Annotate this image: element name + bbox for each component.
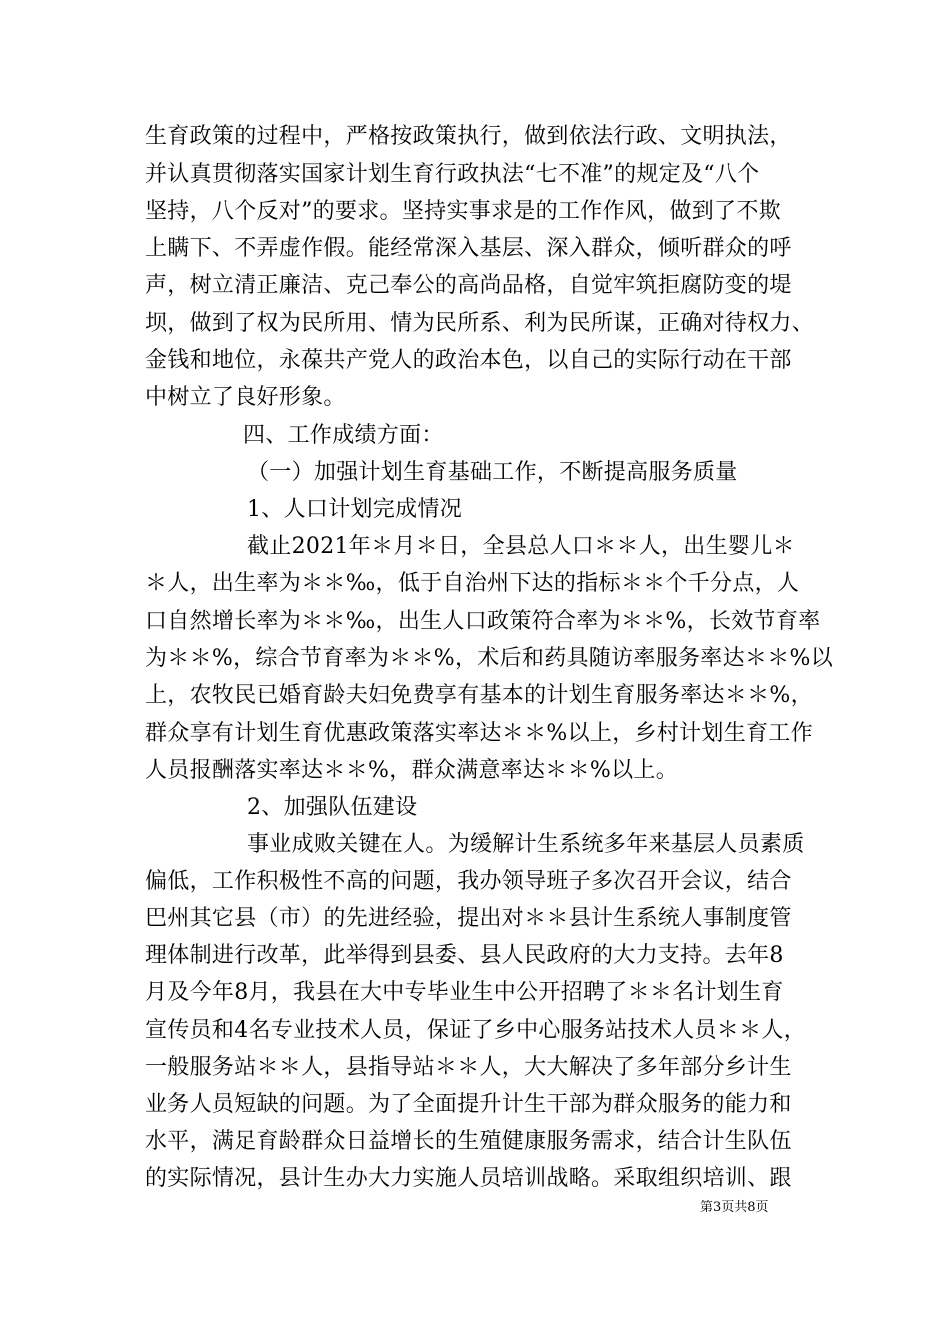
body-text-line: 人员报酬落实率达＊＊%，群众满意率达＊＊%以上。	[145, 758, 679, 783]
body-text-line: ＊人，出生率为＊＊‰，低于自治州下达的指标＊＊个千分点，人	[145, 571, 800, 596]
body-text-line: 业务人员短缺的问题。为了全面提升计生干部为群众服务的能力和	[145, 1092, 792, 1117]
body-text-line: 截止2021年＊月＊日，全县总人口＊＊人，出生婴儿＊	[247, 534, 795, 559]
body-text-line: 月及今年8月，我县在大中专毕业生中公开招聘了＊＊名计划生育	[145, 980, 784, 1005]
body-text-line: 事业成败关键在人。为缓解计生系统多年来基层人员素质	[247, 832, 805, 857]
body-text-line: 口自然增长率为＊＊‰，出生人口政策符合率为＊＊%，长效节育率	[145, 609, 821, 634]
body-text-line: 并认真贯彻落实国家计划生育行政执法“七不准”的规定及“八个	[145, 162, 760, 187]
body-text-line: 群众享有计划生育优惠政策落实率达＊＊%以上，乡村计划生育工作	[145, 721, 813, 746]
item-heading: 1、人口计划完成情况	[247, 497, 462, 522]
item-heading: 2、加强队伍建设	[247, 795, 418, 820]
body-text-line: 坝，做到了权为民所用、情为民所系、利为民所谋，正确对待权力、	[145, 311, 815, 336]
body-text-line: 坚持，八个反对”的要求。坚持实事求是的工作作风，做到了不欺	[145, 199, 781, 224]
body-text-line: 理体制进行改革，此举得到县委、县人民政府的大力支持。去年8	[145, 943, 784, 968]
section-heading: 四、工作成绩方面：	[243, 423, 444, 448]
body-text-line: 巴州其它县（市）的先进经验，提出对＊＊县计生系统人事制度管	[145, 906, 792, 931]
body-text-line: 上，农牧民已婚育龄夫妇免费享有基本的计划生育服务率达＊＊%，	[145, 683, 813, 708]
body-text-line: 上瞒下、不弄虚作假。能经常深入基层、深入群众，倾听群众的呼	[145, 236, 792, 261]
body-text-line: 生育政策的过程中，严格按政策执行，做到依法行政、文明执法，	[145, 124, 792, 149]
body-text-line: 金钱和地位，永葆共产党人的政治本色，以自己的实际行动在干部	[145, 348, 792, 373]
page-number: 第3页共8页	[700, 1200, 769, 1215]
body-text-line: 水平，满足育龄群众日益增长的生殖健康服务需求，结合计生队伍	[145, 1129, 792, 1154]
body-text-line: 宣传员和4名专业技术人员，保证了乡中心服务站技术人员＊＊人，	[145, 1018, 806, 1043]
subsection-heading: （一）加强计划生育基础工作，不断提高服务质量	[247, 460, 738, 485]
body-text-line: 一般服务站＊＊人，县指导站＊＊人，大大解决了多年部分乡计生	[145, 1055, 792, 1080]
body-text-line: 的实际情况，县计生办大力实施人员培训战略。采取组织培训、跟	[145, 1166, 792, 1191]
body-text-line: 中树立了良好形象。	[145, 385, 346, 410]
body-text-line: 偏低，工作积极性不高的问题，我办领导班子多次召开会议，结合	[145, 869, 792, 894]
body-text-line: 为＊＊%，综合节育率为＊＊%，术后和药具随访率服务率达＊＊%以	[145, 646, 834, 671]
body-text-line: 声，树立清正廉洁、克己奉公的高尚品格，自觉牢筑拒腐防变的堤	[145, 273, 792, 298]
